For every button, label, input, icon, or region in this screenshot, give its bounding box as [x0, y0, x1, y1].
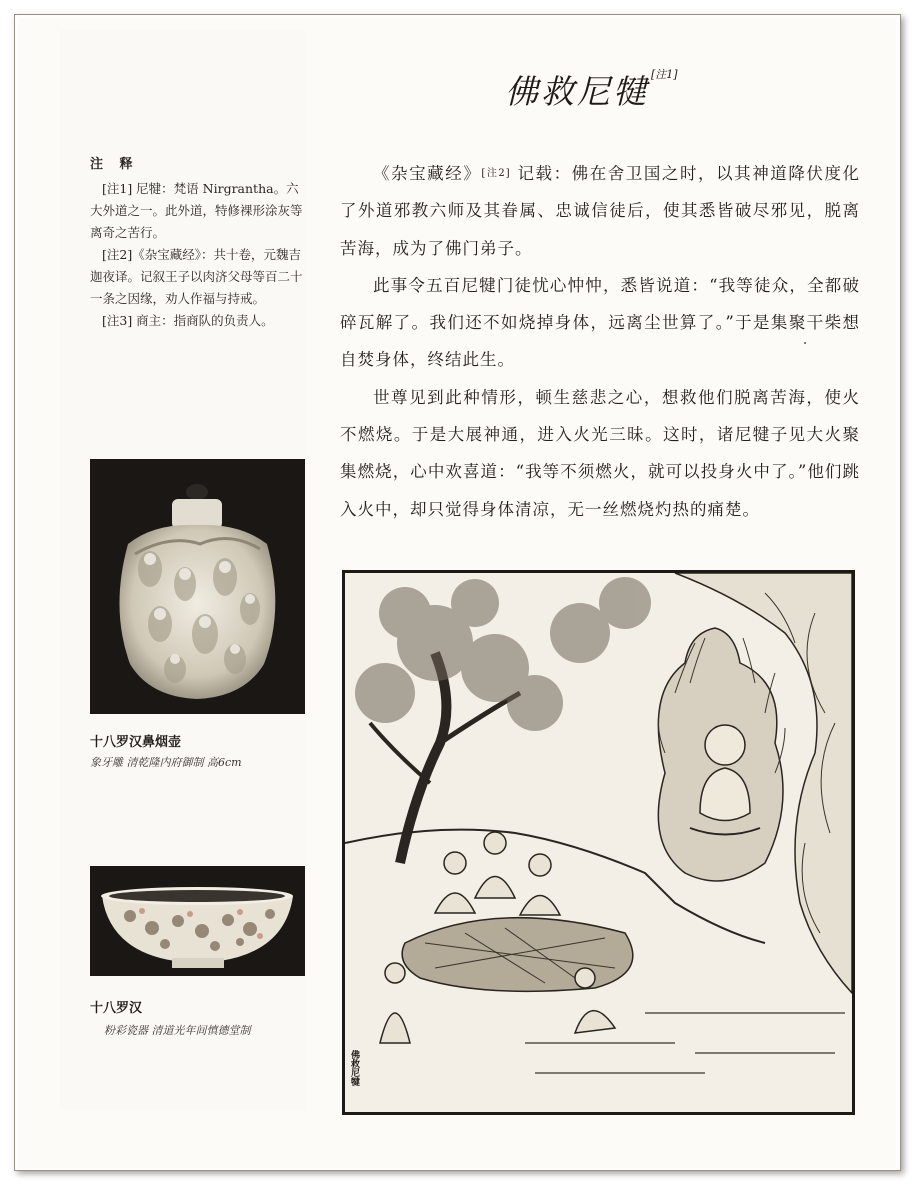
source-title: 《杂宝藏经》	[373, 164, 482, 183]
illustration-label: 佛救尼犍	[349, 1050, 359, 1086]
note-1: [注1] 尼犍：梵语 Nirgrantha。六大外道之一。此外道，特修裸形涂灰等离奇之苦行。	[90, 181, 303, 240]
main-text	[340, 155, 860, 528]
photo1-caption-sub: 象牙雕 清乾隆内府御制 高6cm	[90, 756, 242, 769]
note-2: [注2]《杂宝藏经》：共十卷，元魏吉迦夜译。记叙王子以肉济父母等百二十一条之因缘，劝人作福与持戒。	[90, 247, 303, 306]
porcelain-bowl-photo	[90, 866, 305, 976]
page-title	[505, 66, 678, 113]
photo1-caption-title: 十八罗汉鼻烟壶	[90, 735, 182, 750]
photo2-caption-sub: 粉彩瓷器 清道光年间慎德堂制	[104, 1024, 251, 1037]
note-ref-2: [注2]	[481, 168, 511, 179]
note-3: [注3] 商主：指商队的负责人。	[102, 313, 274, 328]
snuff-bottle-photo	[90, 459, 305, 714]
paragraph-3: 世尊见到此种情形，顿生慈悲之心，想救他们脱离苦海，使火不燃烧。于是大展神通，进入火光三昧。这时，诸尼犍子见大火聚集燃烧，心中欢喜道：“我等不须燃火，就可以投身火中了。”他们跳入火中，却只觉得身体清凉，无一丝燃烧灼热的痛楚。	[340, 387, 860, 519]
paragraph-1	[340, 155, 860, 267]
paragraph-2: 此事令五百尼犍门徒忧心忡忡，悉皆说道：“我等徒众，全都破碎瓦解了。我们还不如烧掉身体，远离尘世算了。”于是集聚干柴想自焚身体，终结此生。	[340, 275, 860, 370]
print-speck	[804, 342, 806, 344]
photo2-caption-title: 十八罗汉	[90, 1001, 143, 1016]
woodblock-illustration	[342, 570, 855, 1115]
title-note-ref: [注1]	[651, 68, 678, 81]
notes-heading: 注 释	[90, 157, 139, 172]
title-text: 佛救尼犍	[505, 72, 649, 111]
paragraph-1-text: 记载：佛在舍卫国之时，以其神道降伏度化了外道邪教六师及其眷属、忠诚信徒后，使其悉皆破尽邪见，脱离苦海，成为了佛门弟子。	[340, 164, 861, 258]
notes-section	[90, 153, 305, 332]
